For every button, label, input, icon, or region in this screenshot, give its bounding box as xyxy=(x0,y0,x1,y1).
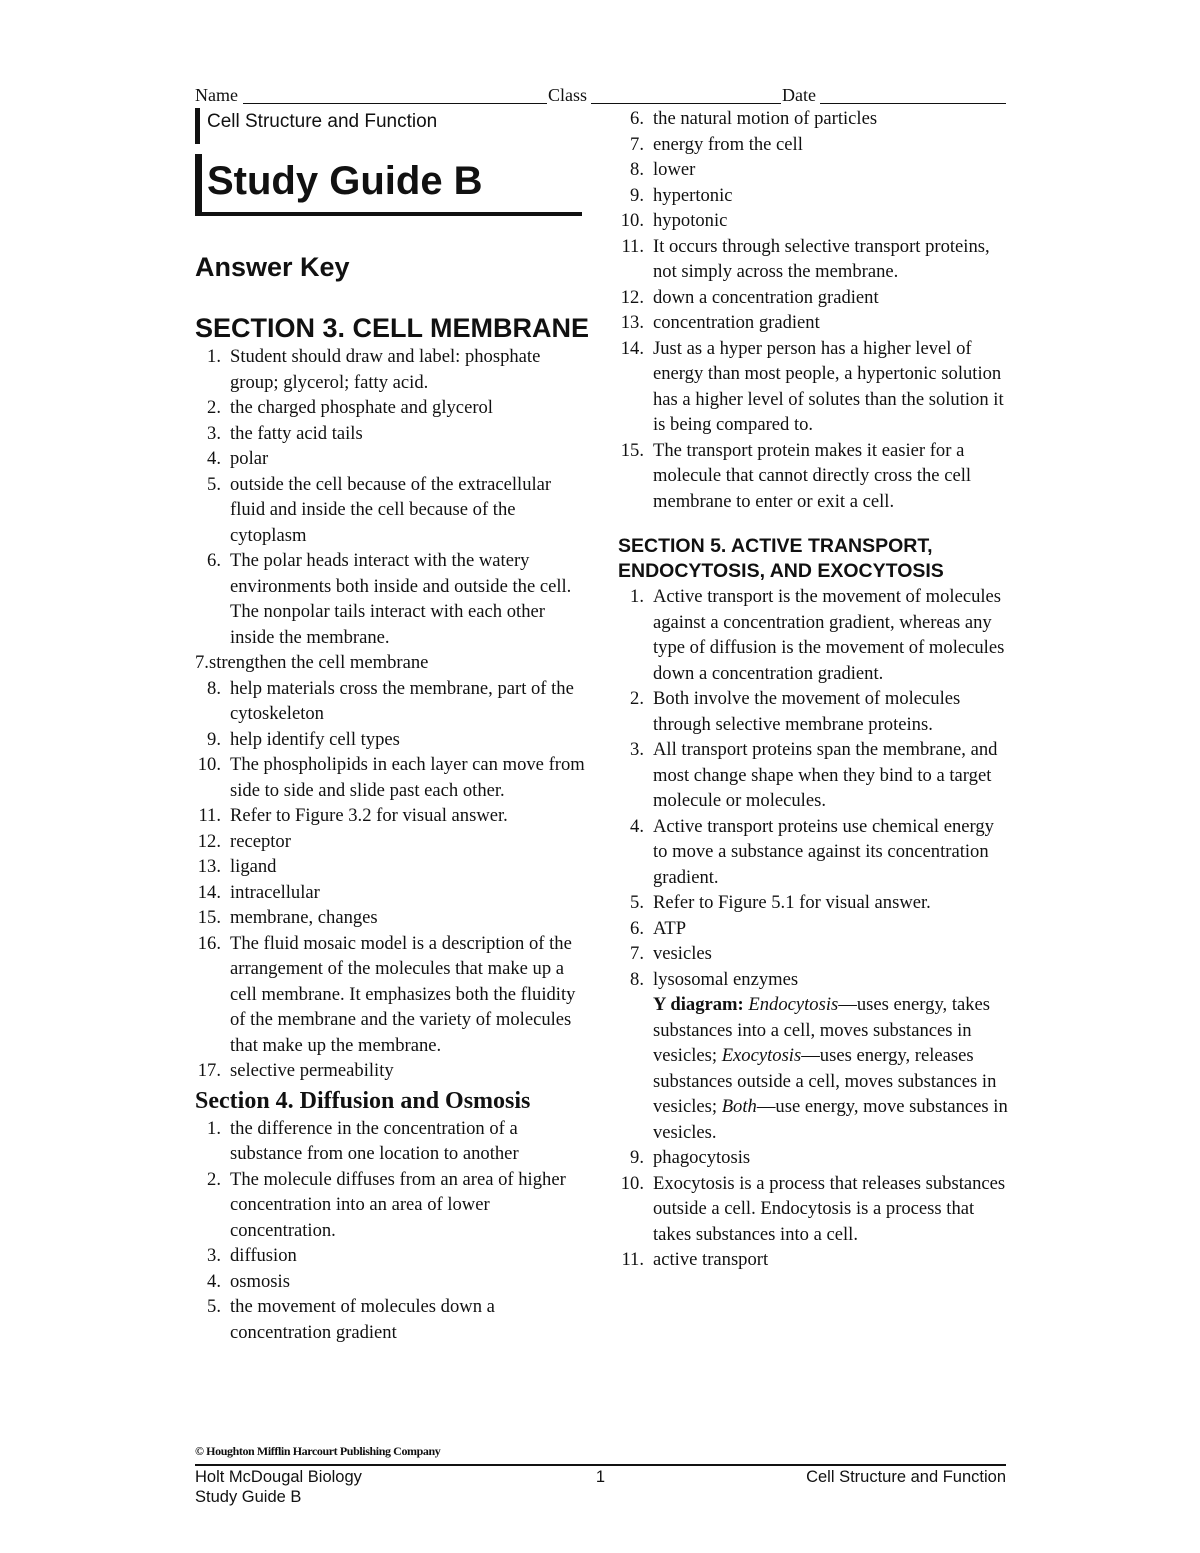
section5-list xyxy=(618,584,1010,1273)
list-item xyxy=(195,548,590,650)
item-text: polar xyxy=(230,448,269,469)
item-number: 9. xyxy=(207,728,221,750)
list-item xyxy=(618,1145,1010,1171)
list-item xyxy=(618,157,1010,183)
section3-heading: SECTION 3. CELL MEMBRANE xyxy=(195,313,590,343)
left-column xyxy=(195,106,590,1345)
list-item xyxy=(195,727,590,753)
item-number: 13. xyxy=(620,312,644,333)
item-number: 1. xyxy=(207,346,221,367)
item-number: 6. xyxy=(207,550,221,571)
title-block xyxy=(195,154,582,216)
item-number: 7. xyxy=(195,652,209,673)
exocytosis-text: —uses energy, releases substances outside a cell, moves substances in vesicles; xyxy=(653,1045,997,1117)
item-text: Both involve the movement of molecules through selective membrane proteins. xyxy=(653,688,961,735)
item-text: The transport protein makes it easier for a molecule that cannot directly cross the cell membrane to enter or exit a cell. xyxy=(653,439,972,512)
item-text: Just as a hyper person has a higher level of energy than most people, a hypertonic solution has a higher level of solutes than the solution it is being compared to. xyxy=(653,337,1004,435)
item-text: diffusion xyxy=(230,1245,297,1266)
item-number: 10. xyxy=(620,1172,644,1194)
section4-heading: Section 4. Diffusion and Osmosis xyxy=(195,1087,531,1114)
both-text: —use energy, move substances in vesicles. xyxy=(653,1096,1008,1143)
item-text: The fluid mosaic model is a description of the arrangement of the molecules that make up a cell membrane. It emphasizes both the fluidity of the membrane and the variety of molecules that make up the membrane. xyxy=(230,932,576,1056)
footer-book-title: Holt McDougal Biology xyxy=(195,1468,362,1486)
list-item xyxy=(195,446,590,472)
item-text: phagocytosis xyxy=(653,1147,751,1168)
item-text: intracellular xyxy=(230,881,320,903)
item-number: 8. xyxy=(207,677,221,699)
item-text: selective permeability xyxy=(230,1060,394,1081)
item-text: the fatty acid tails xyxy=(230,422,363,444)
item-number: 11. xyxy=(621,1249,644,1270)
list-item xyxy=(618,183,1010,209)
list-item xyxy=(618,234,1010,285)
endocytosis-text: —uses energy, takes substances into a cell, moves substances in vesicles; xyxy=(653,994,991,1066)
topic-title: Cell Structure and Function xyxy=(207,111,438,132)
list-item xyxy=(618,285,1010,311)
item-text: help identify cell types xyxy=(230,728,400,750)
date-field-rule xyxy=(820,103,1006,104)
list-item xyxy=(618,916,1010,942)
item-text: Student should draw and label: phosphate group; glycerol; fatty acid. xyxy=(230,346,541,393)
item-number: 8. xyxy=(630,159,644,180)
list-item xyxy=(195,752,590,803)
item-number: 10. xyxy=(620,210,644,231)
item-number: 4. xyxy=(207,448,221,469)
list-item xyxy=(195,676,590,727)
item-number: 5. xyxy=(207,1296,221,1317)
y-diagram-answer xyxy=(653,992,1010,1145)
list-item xyxy=(618,310,1010,336)
exocytosis-term: Exocytosis xyxy=(721,1045,802,1066)
item-number: 2. xyxy=(207,397,221,418)
item-number: 1. xyxy=(207,1117,221,1139)
item-number: 7. xyxy=(630,133,644,155)
list-item xyxy=(195,650,590,676)
item-text: outside the cell because of the extracellular fluid and inside the cell because of the cytoplasm xyxy=(230,473,552,546)
section3-list xyxy=(195,344,590,1084)
list-item xyxy=(195,395,590,421)
answer-key-heading: Answer Key xyxy=(195,252,350,282)
footer-chapter-title: Cell Structure and Function xyxy=(806,1468,1006,1486)
list-item xyxy=(618,967,1010,1146)
list-item xyxy=(618,1171,1010,1248)
name-label: Name xyxy=(195,85,238,105)
item-number: 5. xyxy=(207,473,221,495)
both-term: Both xyxy=(721,1096,757,1117)
item-text: lysosomal enzymes xyxy=(653,968,799,990)
page-number: 1 xyxy=(595,1468,606,1486)
list-item xyxy=(195,1269,590,1295)
name-class-date-line xyxy=(195,84,1006,106)
list-item xyxy=(195,1116,590,1167)
list-item xyxy=(195,905,590,931)
page-title: Study Guide B xyxy=(207,159,483,203)
copyright-notice: © Houghton Mifflin Harcourt Publishing Company xyxy=(195,1444,441,1458)
item-text: All transport proteins span the membrane, and most change shape when they bind to a target molecule or molecules. xyxy=(653,739,998,811)
item-text: hypertonic xyxy=(653,184,733,206)
item-text: Refer to Figure 3.2 for visual answer. xyxy=(230,805,508,826)
item-number: 17. xyxy=(197,1060,221,1081)
item-text: receptor xyxy=(230,830,291,852)
item-text: the natural motion of particles xyxy=(653,108,878,129)
item-number: 11. xyxy=(621,235,644,257)
item-number: 2. xyxy=(207,1168,221,1190)
item-text: vesicles xyxy=(653,943,712,964)
footer-rule xyxy=(195,1464,1006,1466)
list-item xyxy=(618,208,1010,234)
item-text: Exocytosis is a process that releases substances outside a cell. Endocytosis is a process that takes substances into a cell. xyxy=(653,1172,1006,1245)
item-number: 8. xyxy=(630,968,644,990)
section4-list-right xyxy=(618,106,1010,514)
list-item xyxy=(195,931,590,1059)
item-number: 6. xyxy=(630,917,644,939)
list-item xyxy=(195,880,590,906)
list-item xyxy=(618,1247,1010,1273)
topic-bar xyxy=(195,108,590,140)
item-number: 1. xyxy=(630,586,644,607)
item-text: hypotonic xyxy=(653,210,728,231)
item-number: 3. xyxy=(630,739,644,760)
item-number: 16. xyxy=(197,932,221,954)
endocytosis-term: Endocytosis xyxy=(748,994,839,1015)
list-item xyxy=(195,829,590,855)
item-text: osmosis xyxy=(230,1270,290,1292)
item-number: 5. xyxy=(630,892,644,913)
list-item xyxy=(618,686,1010,737)
item-number: 15. xyxy=(197,907,221,928)
item-text: Active transport proteins use chemical energy to move a substance against its concentration gradient. xyxy=(653,815,994,888)
section4-list-left xyxy=(195,1116,590,1346)
item-text: the charged phosphate and glycerol xyxy=(230,397,493,418)
list-item xyxy=(195,1243,590,1269)
item-text: Active transport is the movement of molecules against a concentration gradient, whereas any type of diffusion is the movement of molecules down a concentration gradient. xyxy=(653,586,1005,684)
item-text: ligand xyxy=(230,856,277,877)
list-item xyxy=(195,803,590,829)
list-item xyxy=(618,106,1010,132)
y-diagram-label: Y diagram: xyxy=(653,994,744,1015)
item-number: 3. xyxy=(207,422,221,444)
item-number: 4. xyxy=(630,815,644,837)
section5-heading: SECTION 5. ACTIVE TRANSPORT, ENDOCYTOSIS, AND EXOCYTOSIS xyxy=(618,535,944,582)
list-item xyxy=(195,1294,590,1345)
page-footer xyxy=(195,1467,1006,1511)
item-number: 14. xyxy=(620,337,644,359)
list-item xyxy=(195,1058,590,1084)
item-text: lower xyxy=(653,159,696,180)
list-item xyxy=(195,421,590,447)
list-item xyxy=(195,1167,590,1244)
list-item xyxy=(618,941,1010,967)
item-text: energy from the cell xyxy=(653,133,803,155)
list-item xyxy=(618,814,1010,891)
item-text: ATP xyxy=(653,917,687,939)
class-label: Class xyxy=(548,85,588,105)
item-number: 7. xyxy=(630,943,644,964)
item-number: 15. xyxy=(620,439,644,461)
item-number: 12. xyxy=(197,830,221,852)
item-number: 13. xyxy=(197,856,221,877)
list-item xyxy=(195,344,590,395)
item-number: 2. xyxy=(630,688,644,709)
item-number: 10. xyxy=(197,754,221,775)
item-text: It occurs through selective transport proteins, not simply across the membrane. xyxy=(653,235,990,282)
item-number: 3. xyxy=(207,1245,221,1266)
item-text: strengthen the cell membrane xyxy=(208,652,429,673)
item-text: membrane, changes xyxy=(230,907,378,928)
list-item xyxy=(195,472,590,549)
right-column xyxy=(618,106,1010,1273)
item-number: 9. xyxy=(630,184,644,206)
item-number: 12. xyxy=(620,286,644,308)
item-text: the movement of molecules down a concentration gradient xyxy=(230,1296,495,1343)
footer-guide-title: Study Guide B xyxy=(195,1488,302,1506)
item-text: active transport xyxy=(653,1249,769,1270)
item-text: The polar heads interact with the watery environments both inside and outside the cell. The nonpolar tails interact with each other inside the membrane. xyxy=(230,550,572,648)
item-text: down a concentration gradient xyxy=(653,286,879,308)
date-label: Date xyxy=(782,85,816,105)
item-text: the difference in the concentration of a substance from one location to another xyxy=(230,1117,519,1164)
name-field-rule xyxy=(243,103,547,104)
item-text: Refer to Figure 5.1 for visual answer. xyxy=(653,892,931,913)
item-number: 14. xyxy=(197,881,221,903)
item-text: help materials cross the membrane, part of the cytoskeleton xyxy=(230,677,574,724)
list-item xyxy=(195,854,590,880)
list-item xyxy=(618,584,1010,686)
item-number: 4. xyxy=(207,1270,221,1292)
list-item xyxy=(618,132,1010,158)
list-item xyxy=(618,438,1010,515)
list-item xyxy=(618,737,1010,814)
list-item xyxy=(618,336,1010,438)
item-text: The phospholipids in each layer can move from side to side and slide past each other. xyxy=(230,754,585,801)
item-number: 11. xyxy=(198,805,221,826)
list-item xyxy=(618,890,1010,916)
item-text: concentration gradient xyxy=(653,312,820,333)
item-number: 6. xyxy=(630,108,644,129)
item-number: 9. xyxy=(630,1147,644,1168)
item-text: The molecule diffuses from an area of higher concentration into an area of lower concentration. xyxy=(230,1168,566,1241)
class-field-rule xyxy=(591,103,781,104)
